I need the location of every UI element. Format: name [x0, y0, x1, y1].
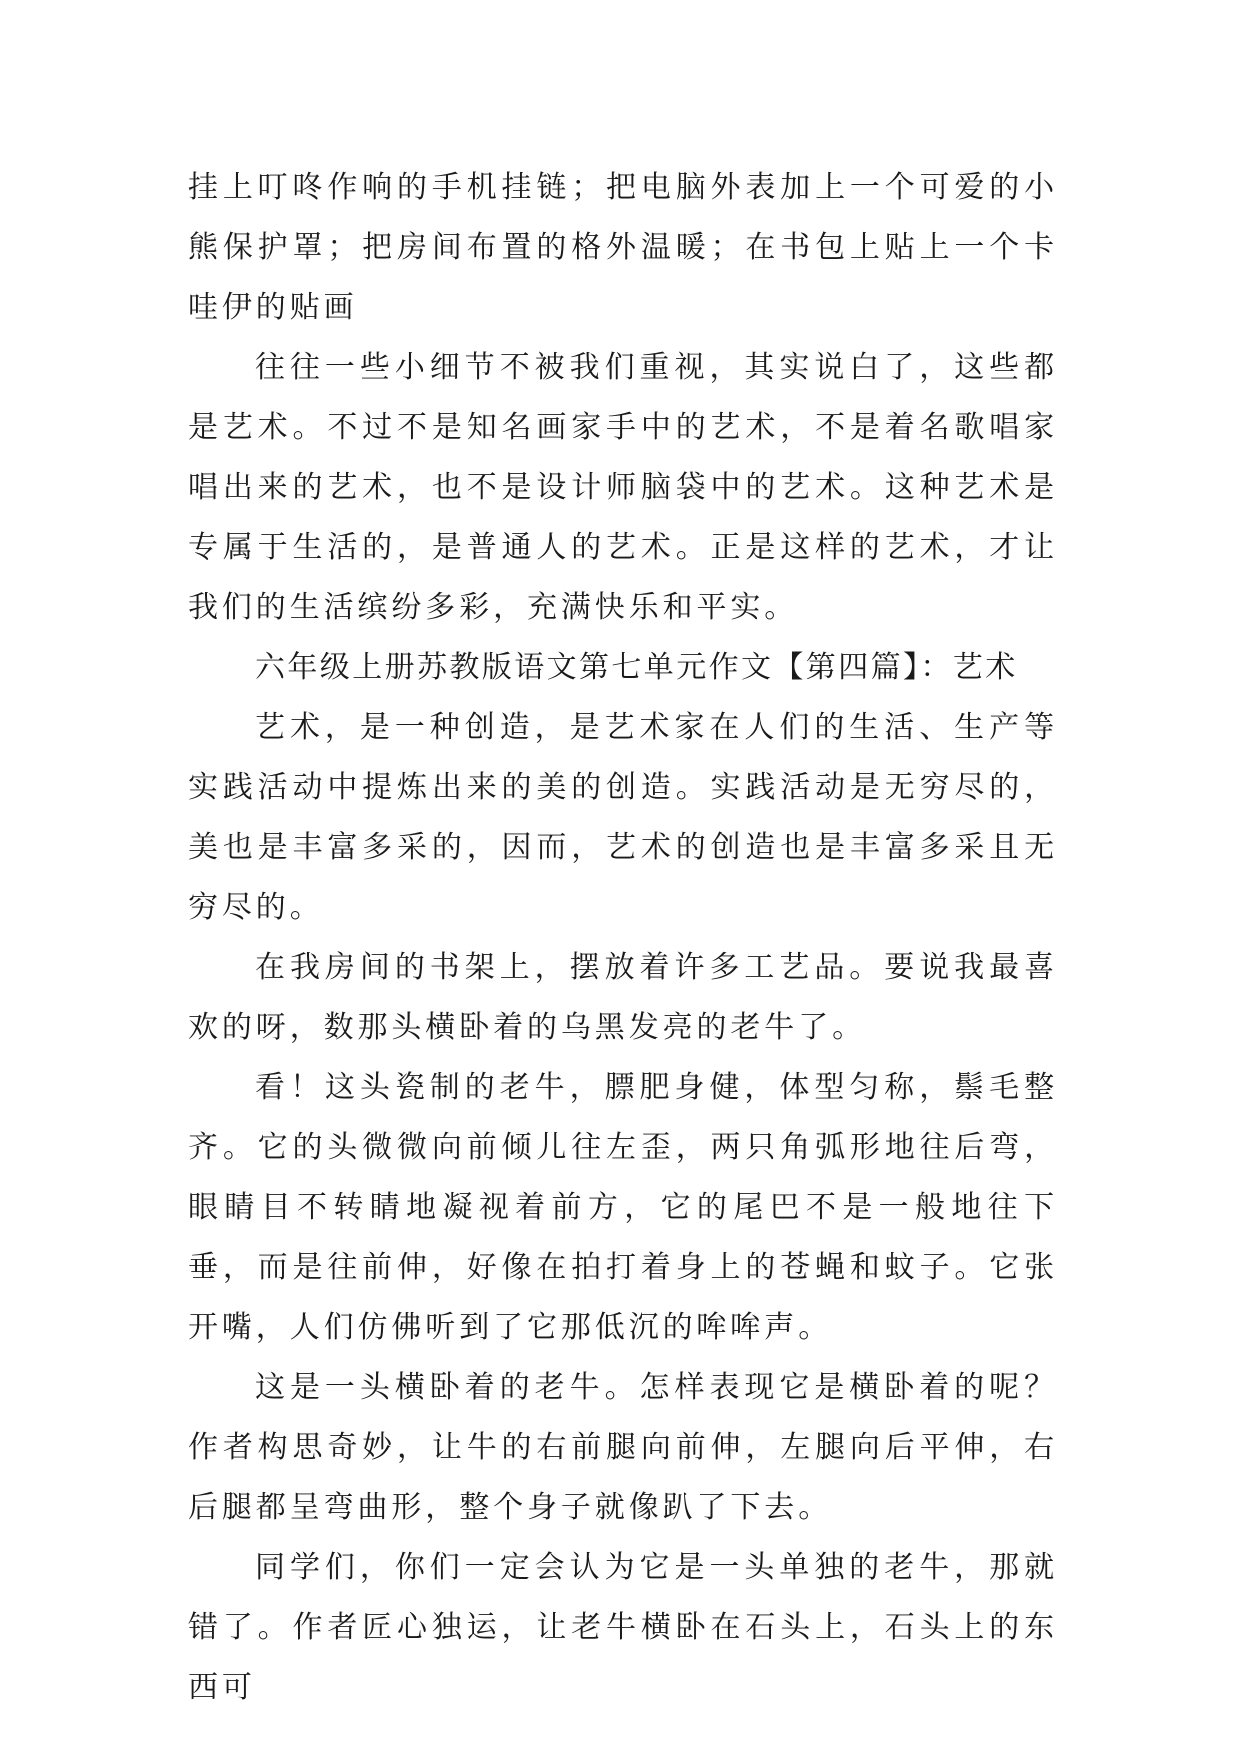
section-heading: 六年级上册苏教版语文第七单元作文【第四篇】：艺术 — [255, 650, 1018, 685]
paragraph-7: 同学们，你们一定会认为它是一头单独的老牛，那就错了。作者匠心独运，让老牛横卧在石头上，石头上的东西可 — [188, 1550, 1058, 1705]
paragraph-2: 往往一些小细节不被我们重视，其实说白了，这些都是艺术。不过不是知名画家手中的艺术，不是着名歌唱家唱出来的艺术，也不是设计师脑袋中的艺术。这种艺术是专属于生活的，是普通人的艺术。正是这样的艺术，才让我们的生活缤纷多彩，充满快乐和平实。 — [188, 350, 1058, 625]
paragraph-1: 挂上叮咚作响的手机挂链；把电脑外表加上一个可爱的小熊保护罩；把房间布置的格外温暖；在书包上贴上一个卡哇伊的贴画 — [188, 170, 1058, 325]
paragraph-4: 在我房间的书架上，摆放着许多工艺品。要说我最喜欢的呀，数那头横卧着的乌黑发亮的老牛了。 — [188, 950, 1058, 1045]
paragraph-3: 艺术，是一种创造，是艺术家在人们的生活、生产等实践活动中提炼出来的美的创造。实践活动是无穷尽的，美也是丰富多采的，因而，艺术的创造也是丰富多采且无穷尽的。 — [188, 710, 1058, 925]
paragraph-6: 这是一头横卧着的老牛。怎样表现它是横卧着的呢？作者构思奇妙，让牛的右前腿向前伸，左腿向后平伸，右后腿都呈弯曲形，整个身子就像趴了下去。 — [188, 1370, 1058, 1525]
document-body — [188, 158, 1058, 1718]
paragraph-5: 看！这头瓷制的老牛，膘肥身健，体型匀称，鬃毛整齐。它的头微微向前倾儿往左歪，两只角弧形地往后弯，眼睛目不转睛地凝视着前方，它的尾巴不是一般地往下垂，而是往前伸，好像在拍打着身上的苍蝇和蚊子。它张开嘴，人们仿佛听到了它那低沉的哞哞声。 — [188, 1070, 1058, 1345]
